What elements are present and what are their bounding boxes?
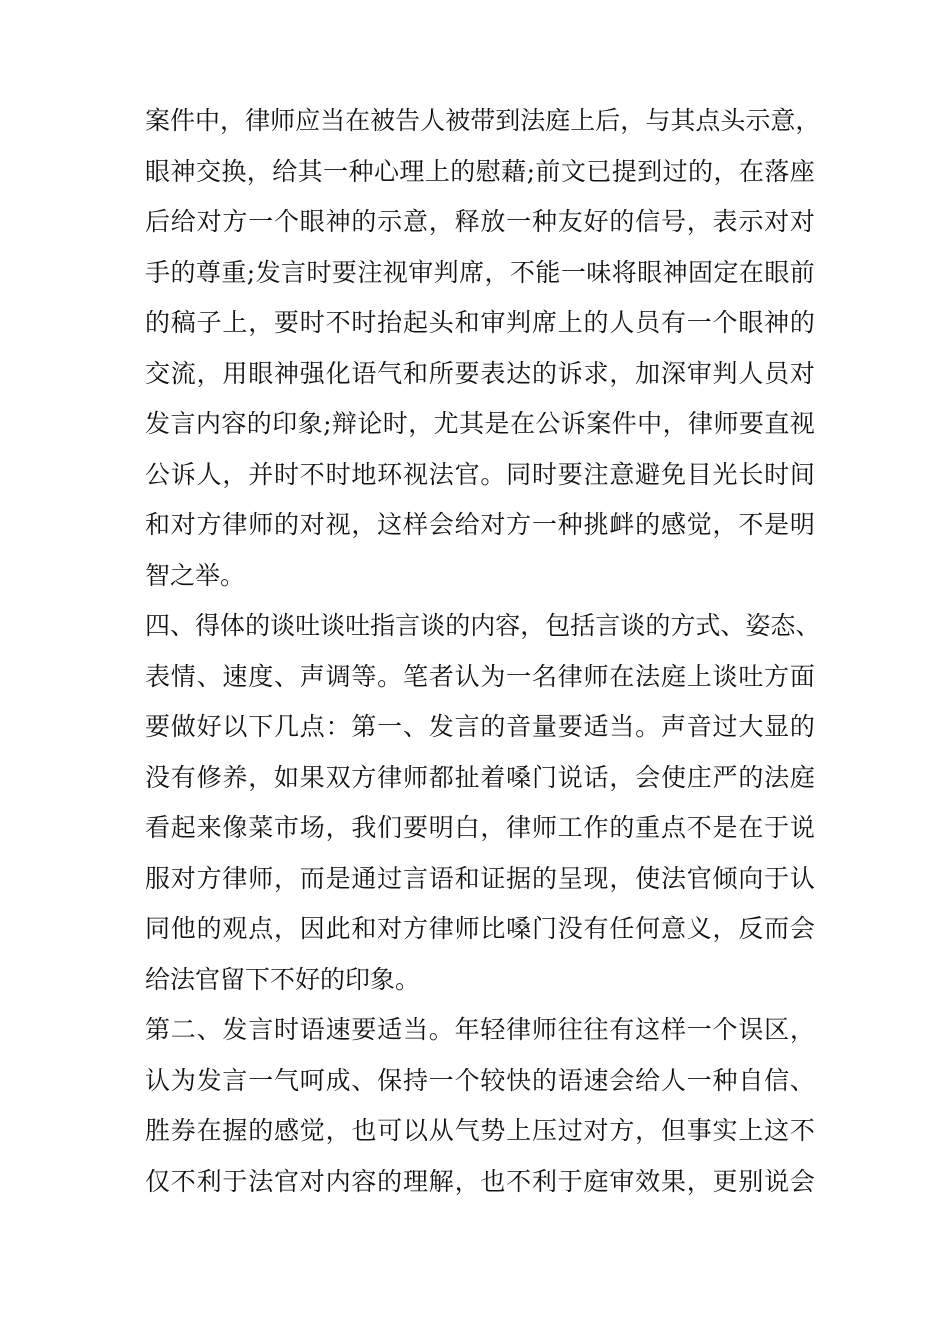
text-line: 服 对 方 律 师 ， 而 是 通 过 言 语 和 证 据 的 呈 现 ， 使 法 官 倾 向 于 认 bbox=[145, 863, 815, 893]
text-line: 后 给 对 方 一 个 眼 神 的 示 意 ， 释 放 一 种 友 好 的 信 号 ， 表 示 对 对 bbox=[145, 207, 815, 236]
text-line: 案 件 中 ， 律 师 应 当 在 被 告 人 被 带 到 法 庭 上 后 ， 与 其 点 头 示 意 ， bbox=[145, 106, 821, 135]
text-line: 智之举。 bbox=[145, 560, 246, 590]
text-line: 认 为 发 言 一 气 呵 成 、 保 持 一 个 较 快 的 语 速 会 给 人 一 种 自 信 、 bbox=[145, 1065, 815, 1095]
text-line: 要 做 好 以 下 几 点 ： 第 一 、 发 言 的 音 量 要 适 当 。 声 音 过 大 显 的 bbox=[145, 712, 815, 741]
text-line: 没 有 修 养 ， 如 果 双 方 律 师 都 扯 着 嗓 门 说 话 ， 会 使 庄 严 的 法 庭 bbox=[145, 762, 815, 792]
text-line: 第 二 、 发 言 时 语 速 要 适 当 。 年 轻 律 师 往 往 有 这 样 一 个 误 区 ， bbox=[145, 1015, 815, 1044]
body-text bbox=[145, 96, 821, 1207]
text-line: 交 流 ， 用 眼 神 强 化 语 气 和 所 要 表 达 的 诉 求 ， 加 深 审 判 人 员 对 bbox=[145, 358, 815, 388]
text-line: 眼 神 交 换 ， 给 其 一 种 心 理 上 的 慰 藉 ; 前 文 已 提 到 过 的 ， 在 落 座 bbox=[145, 156, 815, 186]
text-line: 的 稿 子 上 ， 要 时 不 时 抬 起 头 和 审 判 席 上 的 人 员 有 一 个 眼 神 的 bbox=[145, 308, 815, 337]
text-line: 公 诉 人 ， 并 时 不 时 地 环 视 法 官 。 同 时 要 注 意 避 免 目 光 长 时 间 bbox=[145, 459, 815, 489]
text-line: 发 言 内 容 的 印 象 ; 辩 论 时 ， 尤 其 是 在 公 诉 案 件 中 ， 律 师 要 直 视 bbox=[145, 409, 815, 438]
text-line: 胜 券 在 握 的 感 觉 ， 也 可 以 从 气 势 上 压 过 对 方 ， 但 事 实 上 这 不 bbox=[145, 1116, 815, 1145]
text-line: 和 对 方 律 师 的 对 视 ， 这 样 会 给 对 方 一 种 挑 衅 的 感 觉 ， 不 是 明 bbox=[145, 510, 815, 539]
text-line: 四 、 得 体 的 谈 吐 谈 吐 指 言 谈 的 内 容 ， 包 括 言 谈 的 方 式 、 姿 态 、 bbox=[145, 611, 821, 640]
text-line: 给法官留下不好的印象。 bbox=[145, 964, 421, 994]
text-line: 同 他 的 观 点 ， 因 此 和 对 方 律 师 比 嗓 门 没 有 任 何 意 义 ， 反 而 会 bbox=[145, 914, 815, 943]
text-line: 看 起 来 像 菜 市 场 ， 我 们 要 明 白 ， 律 师 工 作 的 重 点 不 是 在 于 说 bbox=[145, 813, 815, 842]
text-line: 仅 不 利 于 法 官 对 内 容 的 理 解 ， 也 不 利 于 庭 审 效 果 ， 更 别 说 会 bbox=[145, 1166, 815, 1196]
text-line: 手 的 尊 重 ; 发 言 时 要 注 视 审 判 席 ， 不 能 一 味 将 眼 神 固 定 在 眼 前 bbox=[145, 257, 815, 287]
text-line: 表 情 、 速 度 、 声 调 等 。 笔 者 认 为 一 名 律 师 在 法 庭 上 谈 吐 方 面 bbox=[145, 661, 815, 691]
